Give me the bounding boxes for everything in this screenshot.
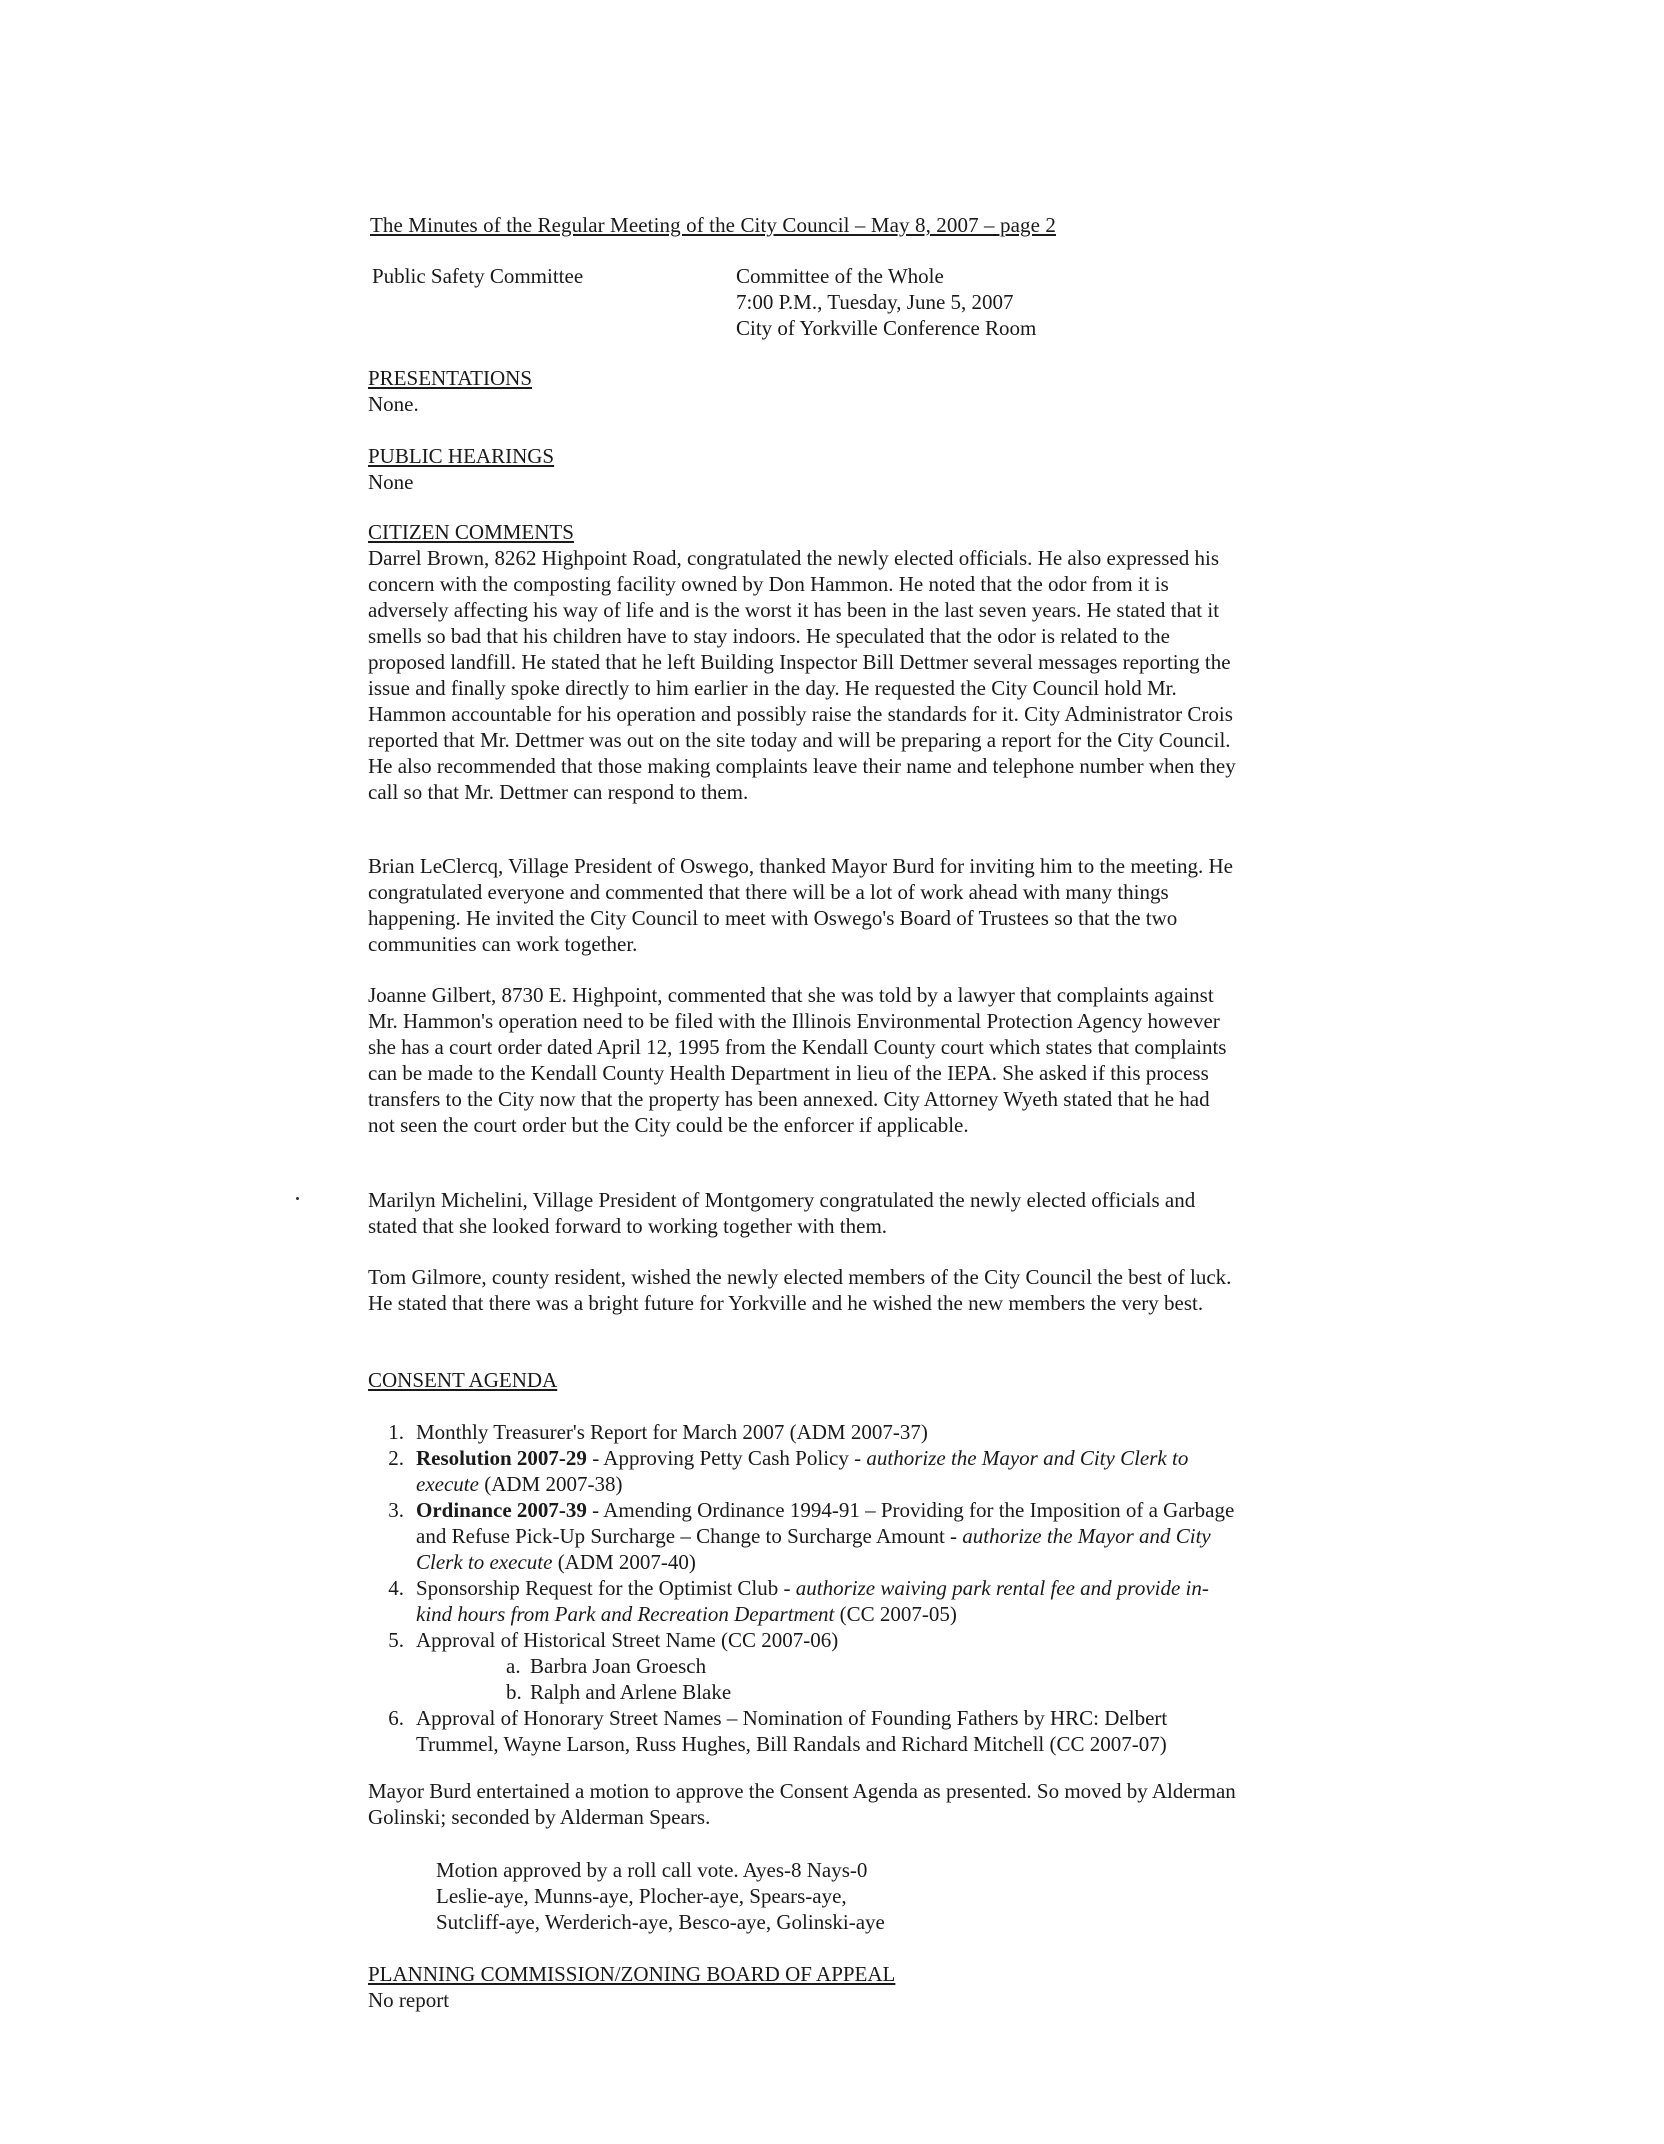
sub-item-text: Barbra Joan Groesch [530,1654,707,1678]
section-heading: PLANNING COMMISSION/ZONING BOARD OF APPEAL [368,1962,896,1986]
meeting-line: Committee of the Whole [736,264,944,288]
item-text: Sponsorship Request for the Optimist Club - [416,1576,796,1600]
planning-commission-section [368,1961,1248,2013]
comment-paragraph: Tom Gilmore, county resident, wished the newly elected members of the City Council the best of luck. He stated that there was a bright future for Yorkville and he wished the new members the very best. [368,1265,1232,1315]
item-text: - Approving Petty Cash Policy - [586,1446,867,1470]
section-heading: CONSENT AGENDA [368,1368,558,1392]
section-heading: PRESENTATIONS [368,366,533,390]
section-text: No report [368,1988,450,2012]
consent-motion [368,1778,1248,1830]
section-text: None. [368,392,419,416]
sub-list-item [506,1679,1244,1705]
sub-item-text: Ralph and Arlene Blake [530,1680,732,1704]
sub-item-letter: b. [506,1680,522,1704]
comment-paragraph: Darrel Brown, 8262 Highpoint Road, congratulated the newly elected officials. He also expressed his concern with the composting facility owned by Don Hammon. He noted that the odor from it is adversely affecting his way of life and is the worst it has been in the last seven years. He stated that it smells so bad that his children have to stay indoors. He speculated that the odor is related to the proposed landfill. He stated that he left Building Inspector Bill Dettmer several messages reporting the issue and finally spoke directly to him earlier in the day. He requested the City Council hold Mr. Hammon accountable for his operation and possibly raise the standards for it. City Administrator Crois reported that Mr. Dettmer was out on the site today and will be preparing a report for the City Council. He also recommended that those making complaints leave their name and telephone number when they call so that Mr. Dettmer can respond to them. [368,546,1236,804]
roll-call-vote [436,1857,885,1935]
item-reference: (ADM 2007-37) [789,1420,928,1444]
item-reference: (CC 2007-05) [834,1602,957,1626]
sub-list-item [506,1653,1244,1679]
list-item [364,1705,1244,1757]
list-item [364,1497,1244,1575]
committee-meeting-info [736,263,1136,341]
vote-line: Leslie-aye, Munns-aye, Plocher-aye, Spears-aye, [436,1884,847,1908]
item-text: Approval of Honorary Street Names – Nomination of Founding Fathers by HRC: Delbert Trummel, Wayne Larson, Russ Hughes, Bill Randals and Richard Mitchell (CC 2007-07) [416,1706,1168,1756]
comment-paragraph: Marilyn Michelini, Village President of Montgomery congratulated the newly elected officials and stated that she looked forward to working together with them. [368,1188,1196,1238]
item-text: - Amending Ordinance 1994-91 – Providing for the Imposition of a Garbage and Refuse Pick-Up Surcharge – Change to Surcharge Amount - [416,1498,1235,1548]
citizen-comments-section [368,1187,1248,1239]
citizen-comments-section [368,1264,1248,1316]
item-reference: (ADM 2007-40) [552,1550,696,1574]
comment-paragraph: Brian LeClercq, Village President of Oswego, thanked Mayor Burd for inviting him to the meeting. He congratulated everyone and commented that there will be a lot of work ahead with many things happening. He invited the City Council to meet with Oswego's Board of Trustees so that the two communities can work together. [368,854,1233,956]
item-title: Ordinance 2007-39 [416,1498,587,1522]
page-title: The Minutes of the Regular Meeting of the City Council – May 8, 2007 – page 2 [370,213,1056,237]
consent-agenda-list [364,1419,1244,1757]
citizen-comments-section [368,519,1248,805]
citizen-comments-section [368,982,1248,1138]
item-action: authorize the Mayor and City Clerk to execute [416,1524,1211,1574]
comment-paragraph: Joanne Gilbert, 8730 E. Highpoint, commented that she was told by a lawyer that complaints against Mr. Hammon's operation need to be filed with the Illinois Environmental Protection Agency however she has a court order dated April 12, 1995 from the Kendall County court which states that complaints can be made to the Kendall County Health Department in lieu of the IEPA. She asked if this process transfers to the City now that the property has been annexed. City Attorney Wyeth stated that he had not seen the court order but the City could be the enforcer if applicable. [368,983,1227,1137]
list-item [364,1419,1244,1445]
item-number: 1. [388,1420,404,1444]
list-item [364,1627,1244,1705]
sub-list [416,1653,1244,1705]
meeting-line: City of Yorkville Conference Room [736,316,1037,340]
item-number: 2. [388,1446,404,1470]
public-hearings-section [368,443,1248,495]
item-text: Monthly Treasurer's Report for March 2007 [416,1420,790,1444]
list-item [364,1445,1244,1497]
item-number: 4. [388,1576,404,1600]
item-reference: (ADM 2007-38) [478,1472,623,1496]
item-text: Approval of Historical Street Name (CC 2007-06) [416,1628,839,1652]
item-number: 6. [388,1706,404,1730]
committee-name: Public Safety Committee [372,264,584,288]
item-title: Resolution 2007-29 [416,1446,587,1470]
item-number: 3. [388,1498,404,1522]
motion-paragraph: Mayor Burd entertained a motion to approve the Consent Agenda as presented. So moved by Alderman Golinski; seconded by Alderman Spears. [368,1779,1236,1829]
section-heading: CITIZEN COMMENTS [368,520,574,544]
citizen-comments-section [368,853,1248,957]
scan-speck [296,1197,299,1200]
presentations-section [368,365,1248,417]
vote-line: Sutcliff-aye, Werderich-aye, Besco-aye, Golinski-aye [436,1910,885,1934]
section-text: None [368,470,414,494]
vote-line: Motion approved by a roll call vote. Ayes-8 Nays-0 [436,1858,868,1882]
item-number: 5. [388,1628,404,1652]
meeting-line: 7:00 P.M., Tuesday, June 5, 2007 [736,290,1014,314]
list-item [364,1575,1244,1627]
section-heading: PUBLIC HEARINGS [368,444,555,468]
sub-item-letter: a. [506,1654,521,1678]
item-action: authorize waiving park rental fee and provide in-kind hours from Park and Recreation Department [416,1576,1209,1626]
consent-agenda-section [368,1367,1248,1393]
item-action: authorize the Mayor and City Clerk to execute [416,1446,1189,1496]
